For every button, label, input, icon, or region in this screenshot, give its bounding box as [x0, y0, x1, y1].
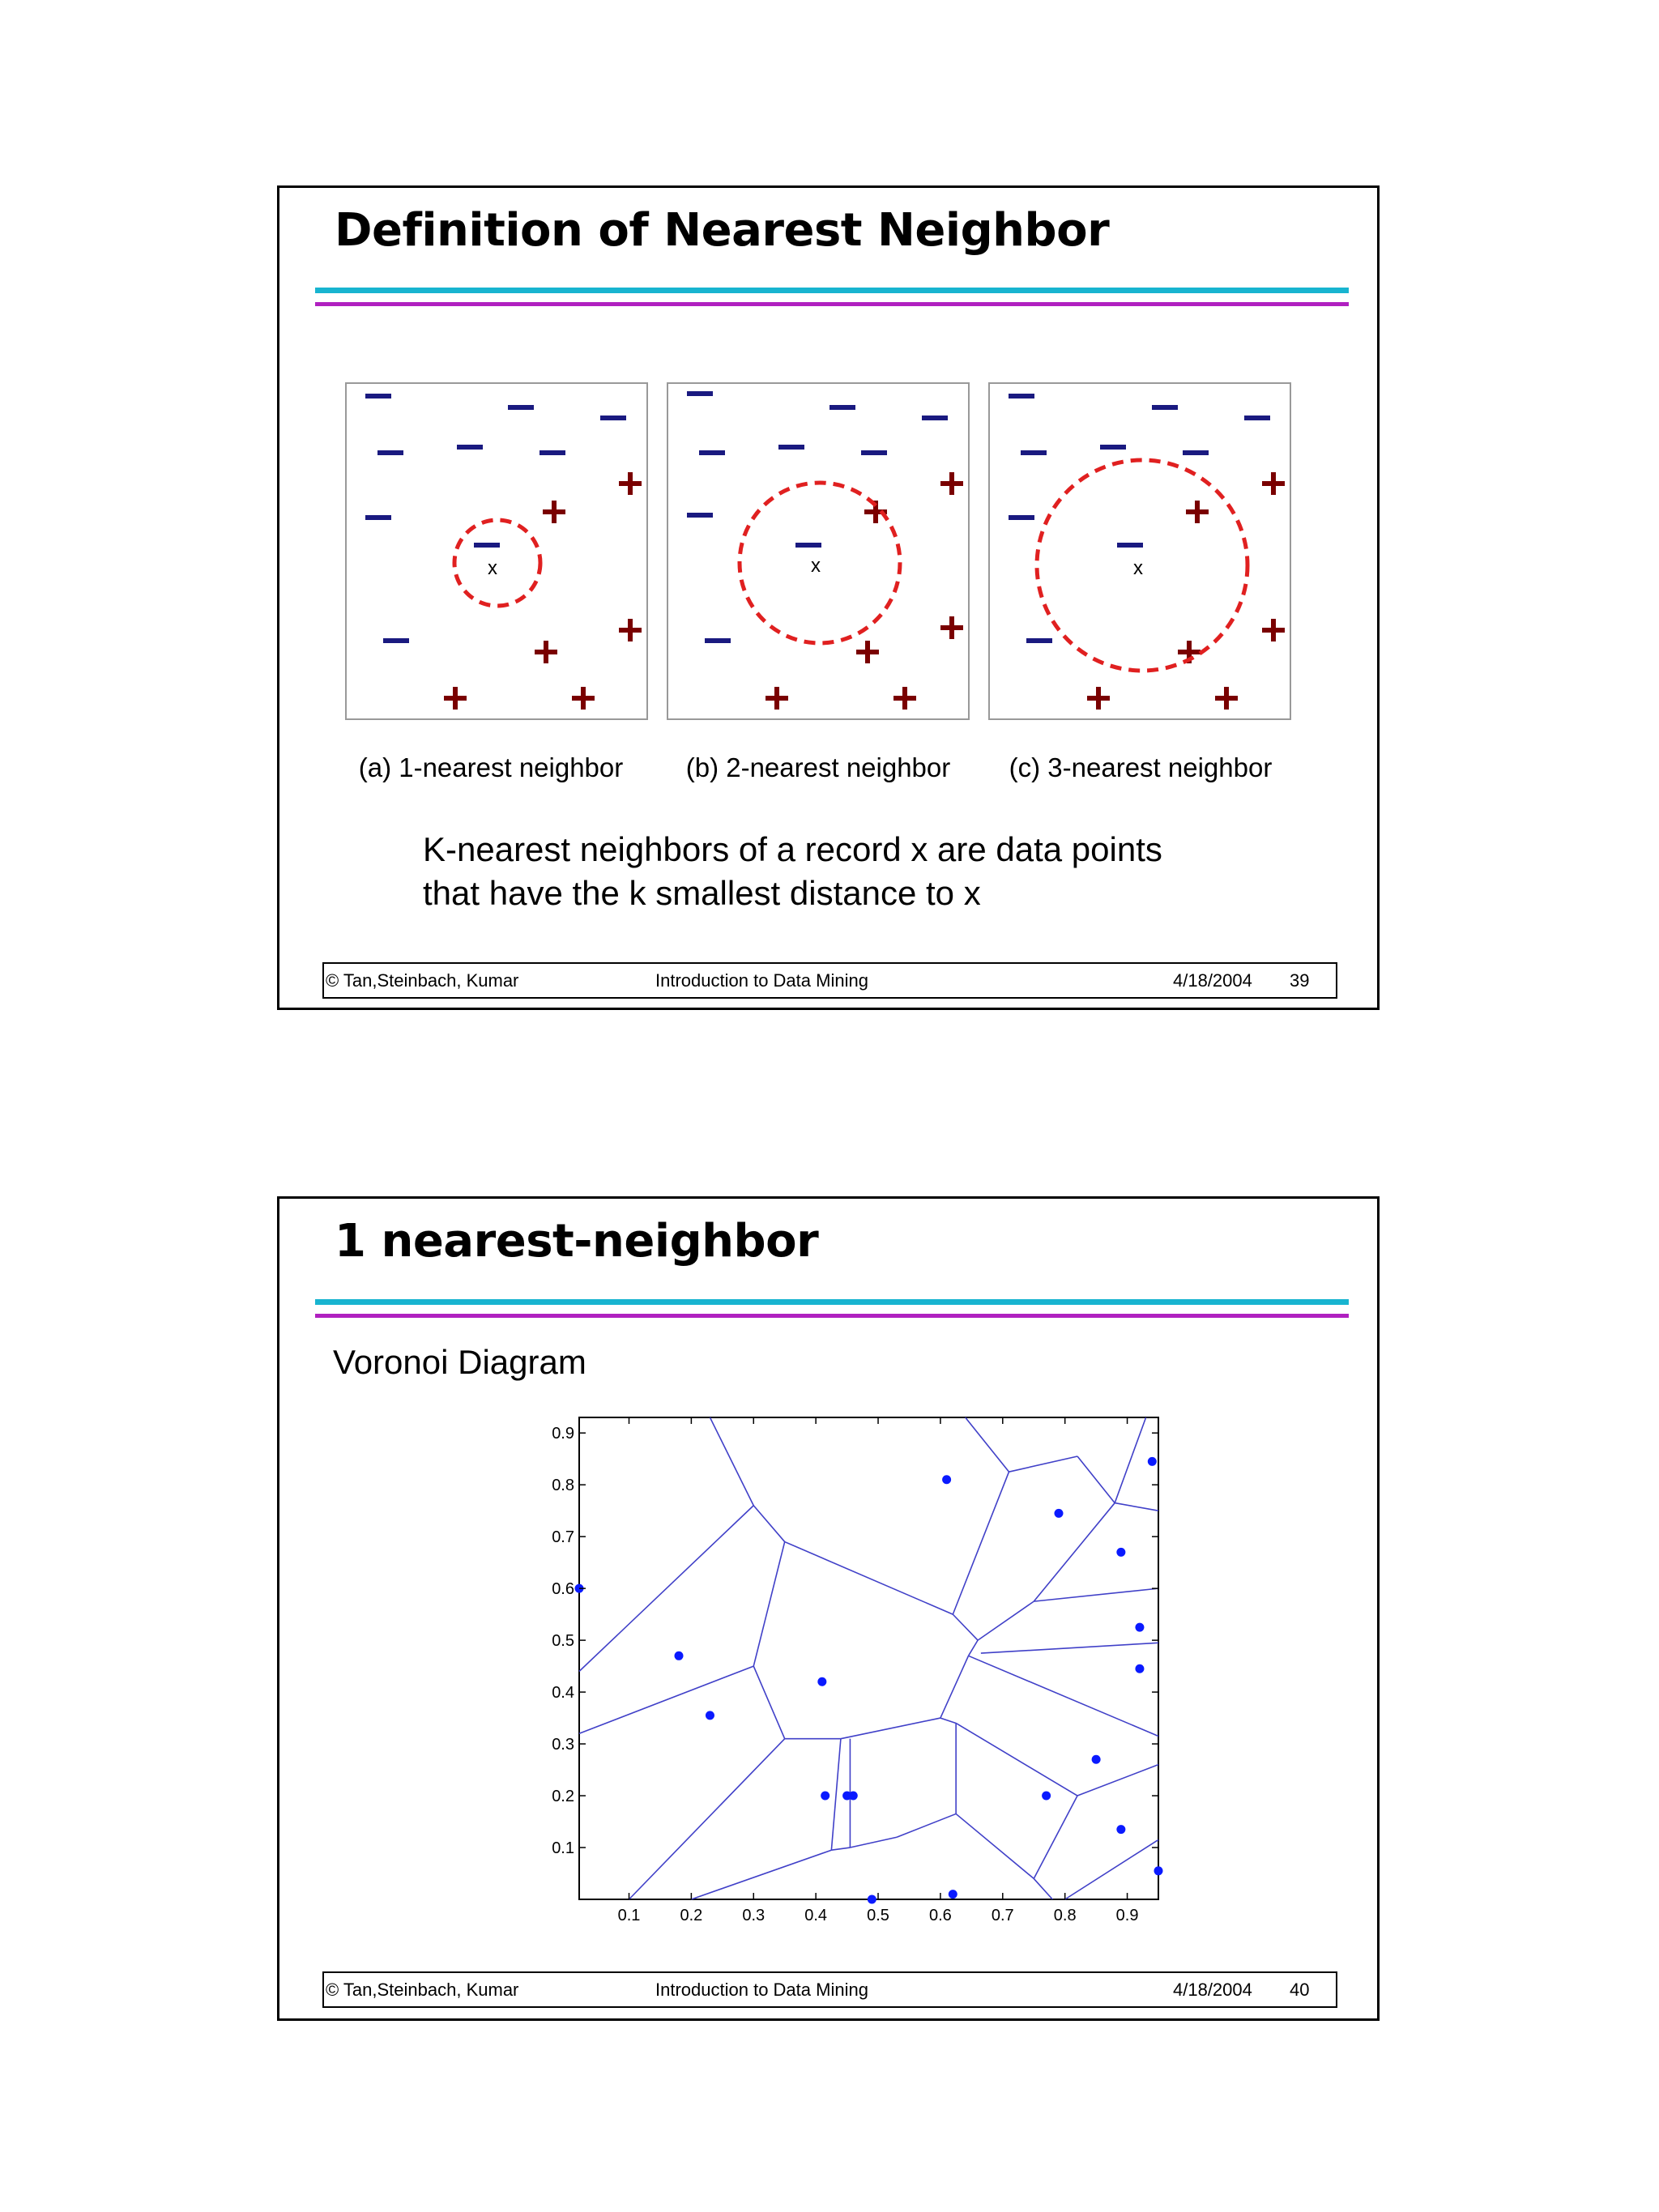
footer-page-number: 39 — [1290, 970, 1310, 991]
data-point — [817, 1677, 826, 1686]
x-tick-label: 0.8 — [1053, 1907, 1077, 1924]
query-point-label: x — [811, 555, 821, 577]
y-tick-label: 0.1 — [552, 1839, 574, 1858]
query-point-label: x — [488, 557, 497, 579]
y-tick-label: 0.2 — [552, 1788, 574, 1806]
data-point — [821, 1792, 830, 1801]
x-tick-label: 0.2 — [680, 1907, 703, 1924]
data-point — [1135, 1664, 1144, 1673]
panel-caption: (b) 2-nearest neighbor — [685, 752, 951, 782]
data-point — [1135, 1623, 1144, 1632]
data-point — [942, 1475, 951, 1484]
x-tick-label: 0.1 — [617, 1907, 641, 1924]
footer-date: 4/18/2004 — [1173, 970, 1252, 991]
panel-3nn — [989, 383, 1290, 782]
x-tick-label: 0.4 — [804, 1907, 828, 1924]
data-point — [1148, 1457, 1157, 1466]
y-tick-label: 0.7 — [552, 1528, 574, 1547]
footer-course: Introduction to Data Mining — [655, 1980, 868, 2000]
slide-40 — [277, 1196, 1380, 2021]
slide-subtitle: Voronoi Diagram — [333, 1343, 586, 1381]
plot-area — [579, 1417, 1158, 1899]
data-point — [1092, 1755, 1101, 1764]
data-point — [1154, 1866, 1163, 1875]
panel-frame — [667, 383, 969, 719]
data-point — [1116, 1825, 1125, 1834]
slide-title: 1 nearest-neighbor — [335, 1215, 819, 1268]
definition-line-2: that have the k smallest distance to x — [423, 874, 981, 912]
y-tick-label: 0.8 — [552, 1477, 574, 1495]
footer-copyright: © Tan,Steinbach, Kumar — [326, 970, 519, 991]
y-tick-label: 0.9 — [552, 1425, 574, 1443]
y-tick-label: 0.5 — [552, 1632, 574, 1651]
footer-copyright: © Tan,Steinbach, Kumar — [326, 1980, 519, 2000]
query-point-label: x — [1133, 557, 1143, 579]
panel-frame — [346, 383, 647, 719]
panel-2nn — [667, 383, 969, 782]
definition-line-1: K-nearest neighbors of a record x are data points — [423, 830, 1162, 868]
slide-title: Definition of Nearest Neighbor — [335, 204, 1110, 257]
x-tick-label: 0.3 — [742, 1907, 766, 1924]
y-tick-label: 0.3 — [552, 1736, 574, 1754]
data-point — [1116, 1548, 1125, 1557]
footer-course: Introduction to Data Mining — [655, 970, 868, 991]
slide-39 — [277, 185, 1380, 1010]
slide-footer — [322, 962, 1337, 999]
data-point — [1042, 1792, 1051, 1801]
data-point — [849, 1792, 858, 1801]
data-point — [1054, 1509, 1063, 1518]
footer-page-number: 40 — [1290, 1980, 1310, 2000]
x-tick-label: 0.9 — [1115, 1907, 1139, 1924]
panel-1nn — [346, 383, 647, 782]
footer-date: 4/18/2004 — [1173, 1980, 1252, 2000]
panel-caption: (c) 3-nearest neighbor — [1009, 752, 1273, 782]
panel-caption: (a) 1-nearest neighbor — [358, 752, 624, 782]
x-tick-label: 0.5 — [867, 1907, 889, 1924]
data-point — [706, 1711, 714, 1720]
y-tick-label: 0.6 — [552, 1580, 574, 1599]
voronoi-chart — [279, 1199, 1382, 2023]
data-point — [949, 1890, 957, 1899]
y-tick-label: 0.4 — [552, 1684, 574, 1703]
slide-footer — [322, 1971, 1337, 2008]
data-point — [868, 1895, 876, 1904]
data-point — [675, 1652, 684, 1660]
x-tick-label: 0.6 — [929, 1907, 952, 1924]
x-tick-label: 0.7 — [991, 1907, 1014, 1924]
